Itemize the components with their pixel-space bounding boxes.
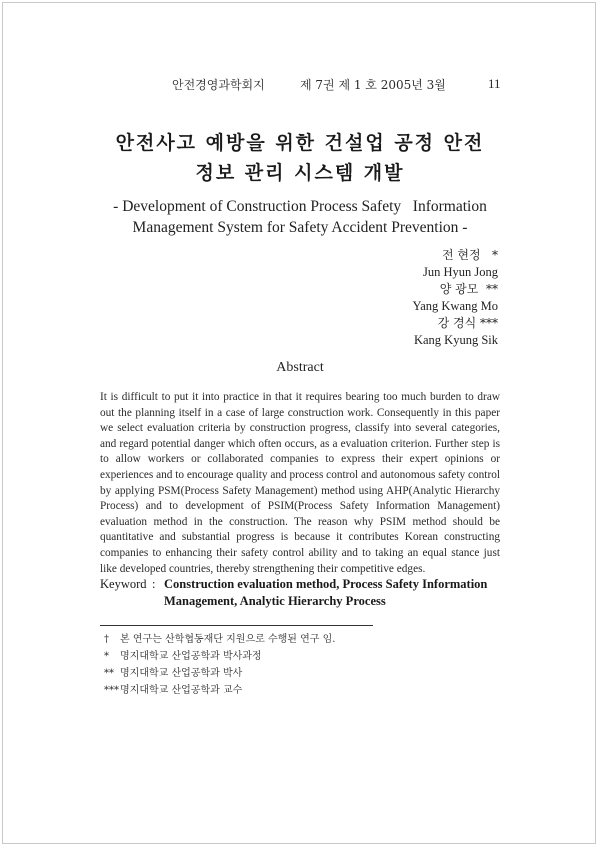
author-3-korean: 강 경식 *** (437, 316, 498, 330)
footnote-divider (100, 625, 373, 626)
footnote-author-3 (104, 682, 484, 699)
journal-name: 안전경영과학회지 (172, 78, 265, 92)
author-2-english: Yang Kwang Mo (412, 299, 498, 313)
english-title-line-1: - Development of Construction Process Safety Information (113, 198, 487, 215)
korean-title-line-2: 정보 관리 시스템 개발 (195, 162, 405, 184)
footnote-author-2 (104, 665, 484, 682)
english-title-line-2: Management System for Safety Accident Prevention - (132, 219, 468, 236)
footnotes (104, 631, 484, 699)
footnote-text: 명지대학교 산업공학과 교수 (120, 685, 243, 696)
author-1-english: Jun Hyun Jong (422, 265, 498, 279)
author-1-korean: 전 현정 * (441, 248, 498, 262)
footnote-text: 본 연구는 산학협동재단 지원으로 수행된 연구 임. (120, 634, 336, 645)
keyword-colon: : (152, 577, 156, 591)
keyword-label: Keyword (100, 577, 147, 591)
footnote-mark: *** (104, 685, 119, 696)
footnote-author-1 (104, 648, 484, 665)
abstract-body: It is difficult to put it into practice in that it requires bearing too much burden to draw out the planning itself in a case of large construction work. Consequently in this paper we select evaluation criteria by construction progress, classify into several categories, and regard potential danger which often occurs, as a evaluation criterion. Further step is to allow workers or collaborated companies to express their expert opinions or experiences and to encourage quality and process control and autonomous safety control by applying PSM(Process Safety Management) method using AHP(Analytic Hierarchy Process) and to development of PSIM(Process Safety Information Management) evaluation method in the construction. The reason why PSIM method should be quantitative and substantial progress is because it contributes Korean constructing companies to enhancing their safety control ability and to taking an equal stance just like developed countries, thereby strengthening their competitive edges. (100, 391, 500, 575)
keyword-line-1: Construction evaluation method, Process Safety Information (164, 577, 488, 591)
author-3-english: Kang Kyung Sik (413, 333, 498, 347)
footnote-mark: ** (104, 668, 114, 679)
abstract-heading: Abstract (276, 360, 324, 375)
keyword-line-2: Management, Analytic Hierarchy Process (164, 594, 386, 608)
page-number: 11 (488, 76, 501, 91)
footnote-funding (104, 631, 484, 648)
korean-title (0, 128, 600, 188)
footnote-mark: * (104, 651, 109, 662)
korean-title-line-1: 안전사고 예방을 위한 건설업 공정 안전 (115, 132, 485, 154)
footnote-mark: † (104, 634, 109, 645)
author-2-korean: 양 광모 ** (439, 282, 498, 296)
volume-issue: 제 7권 제 1 호 2005년 3월 (300, 78, 446, 92)
footnote-text: 명지대학교 산업공학과 박사과정 (120, 651, 262, 662)
author-block (412, 247, 498, 349)
english-title (0, 196, 600, 238)
running-header (0, 76, 600, 96)
footnote-text: 명지대학교 산업공학과 박사 (120, 668, 243, 679)
